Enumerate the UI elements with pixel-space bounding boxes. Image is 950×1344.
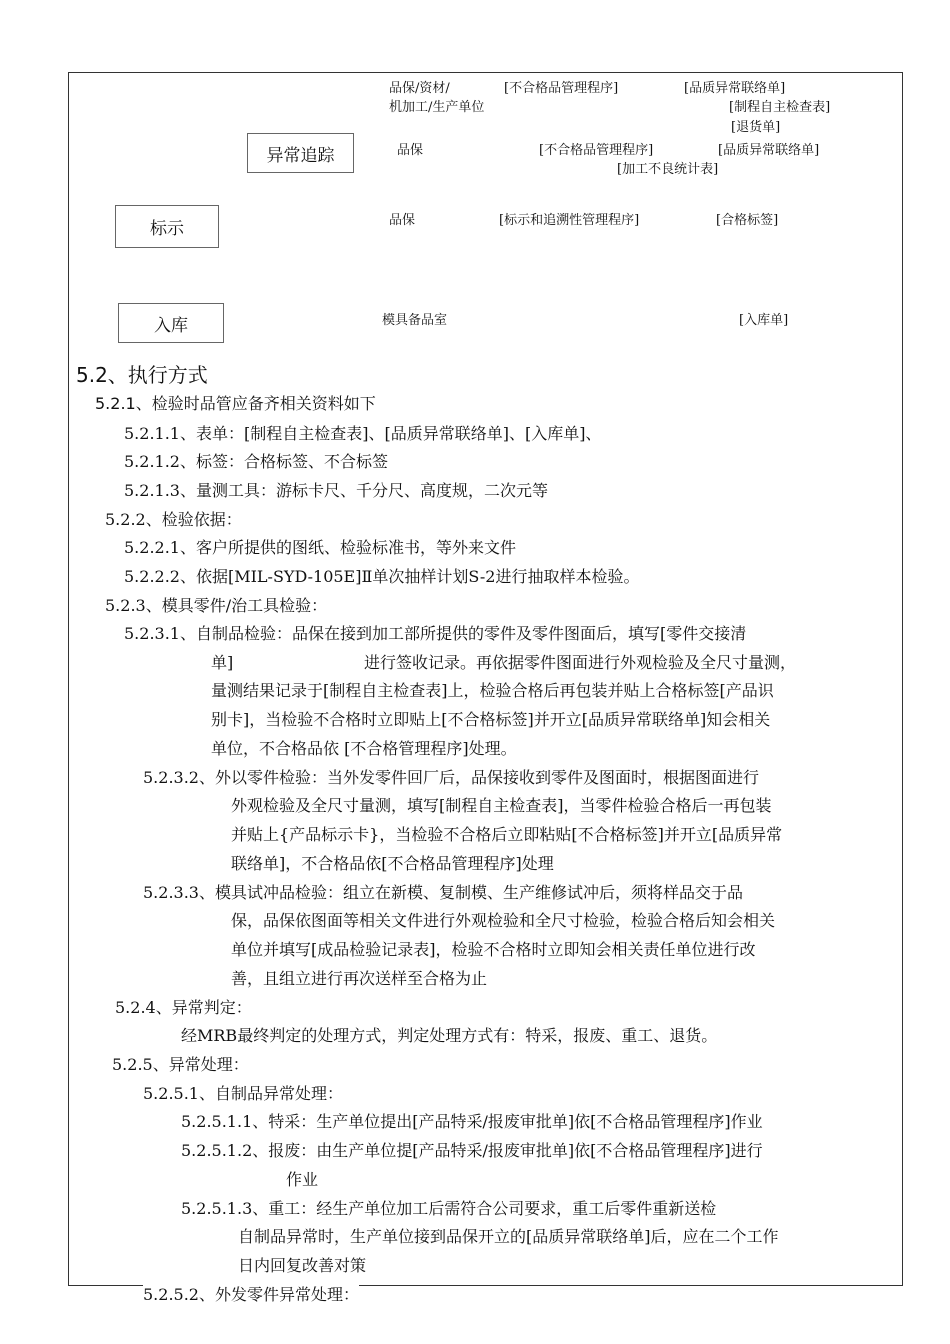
section-5-2-3-heading: 5.2.3、模具零件/治工具检验： bbox=[105, 596, 328, 615]
section-5-2-5-2-heading: 5.2.5.2、外发零件异常处理： bbox=[143, 1281, 359, 1309]
flow-step-warehousing-label: 入库 bbox=[154, 315, 188, 336]
section-5-2-3-1-line3: 量测结果记录于[制程自主检查表]上，检验合格后再包装并贴上合格标签[产品识 bbox=[211, 681, 774, 700]
flow-row1-form-2: [制程自主检查表] bbox=[729, 100, 831, 115]
section-5-2-1-2: 5.2.1.2、标签：合格标签、不合标签 bbox=[124, 452, 388, 471]
section-5-2-4-body: 经MRB最终判定的处理方式，判定处理方式有：特采，报废、重工、退货。 bbox=[181, 1026, 718, 1045]
section-5-2-3-2-line1: 5.2.3.2、外以零件检验：当外发零件回厂后，品保接收到零件及图面时，根据图面进行 bbox=[143, 768, 759, 787]
section-5-2-3-1-line1: 5.2.3.1、自制品检验：品保在接到加工部所提供的零件及零件图面后，填写[零件交接清 bbox=[124, 624, 747, 643]
section-5-2-1-heading: 5.2.1、检验时品管应备齐相关资料如下 bbox=[95, 394, 376, 413]
section-5-2-3-2-line3: 并贴上{产品标示卡}，当检验不合格后立即粘贴[不合格标签]并开立[品质异常 bbox=[231, 825, 783, 844]
section-5-2-5-1-2-line2: 作业 bbox=[286, 1170, 319, 1189]
section-5-2-2-2: 5.2.2.2、依据[MIL-SYD-105E]Ⅱ单次抽样计划S-2进行抽取样本检验。 bbox=[124, 567, 640, 586]
section-5-2-5-1-2-line1: 5.2.5.1.2、报废：由生产单位提[产品特采/报废审批单]依[不合格品管理程序]进行 bbox=[181, 1141, 763, 1160]
flow-row2-form-2: [加工不良统计表] bbox=[617, 162, 719, 177]
section-5-2-2-1: 5.2.2.1、客户所提供的图纸、检验标准书，等外来文件 bbox=[124, 538, 516, 557]
section-5-2-4-heading: 5.2.4、异常判定： bbox=[115, 998, 252, 1017]
section-5-2-5-heading: 5.2.5、异常处理： bbox=[112, 1055, 249, 1074]
flow-row4-form-1: [入库单] bbox=[739, 313, 789, 328]
flow-row2-form-1: [品质异常联络单] bbox=[718, 143, 820, 158]
flow-row3-form-1: [合格标签] bbox=[716, 213, 779, 228]
flow-row1-form-1: [品质异常联络单] bbox=[684, 81, 786, 96]
flow-row4-owner: 模具备品室 bbox=[382, 313, 448, 328]
section-5-2-3-3-line3: 单位并填写[成品检验记录表]，检验不合格时立即知会相关责任单位进行改 bbox=[231, 940, 756, 959]
flow-row3-procedure: [标示和追溯性管理程序] bbox=[499, 213, 640, 228]
section-5-2-1-3: 5.2.1.3、量测工具：游标卡尺、千分尺、高度规，二次元等 bbox=[124, 481, 548, 500]
section-5-2-5-1-3-line3: 日内回复改善对策 bbox=[238, 1256, 367, 1275]
section-5-2-3-1-line4: 别卡]，当检验不合格时立即贴上[不合格标签]并开立[品质异常联络单]知会相关 bbox=[211, 710, 771, 729]
section-5-2-3-3-line4: 善，且组立进行再次送样至合格为止 bbox=[231, 969, 488, 988]
section-5-2-1-1: 5.2.1.1、表单：[制程自主检查表]、[品质异常联络单]、[入库单]、 bbox=[124, 424, 602, 443]
flow-step-marking bbox=[115, 205, 219, 248]
section-5-2-3-1-line2b: 进行签收记录。再依据零件图面进行外观检验及全尺寸量测， bbox=[364, 653, 797, 672]
section-5-2-5-1-3-line2: 自制品异常时，生产单位接到品保开立的[品质异常联络单]后，应在二个工作 bbox=[238, 1227, 779, 1246]
flow-step-marking-label: 标示 bbox=[150, 219, 184, 239]
flow-row2-procedure: [不合格品管理程序] bbox=[539, 143, 654, 158]
section-5-2-3-3-line2: 保，品保依图面等相关文件进行外观检验和全尺寸检验，检验合格后知会相关 bbox=[231, 911, 776, 930]
flow-row1-owner-line1: 品保/资材/ bbox=[389, 81, 450, 96]
flow-row1-form-3: [退货单] bbox=[731, 120, 781, 135]
section-5-2-5-1-heading: 5.2.5.1、自制品异常处理： bbox=[143, 1084, 343, 1103]
section-5-2-5-1-3-line1: 5.2.5.1.3、重工：经生产单位加工后需符合公司要求，重工后零件重新送检 bbox=[181, 1199, 717, 1218]
section-5-2-3-3-line1: 5.2.3.3、模具试冲品检验：组立在新模、复制模、生产维修试冲后，须将样品交于品 bbox=[143, 883, 743, 902]
flow-row1-procedure: [不合格品管理程序] bbox=[504, 81, 619, 96]
flow-row3-owner: 品保 bbox=[389, 213, 416, 228]
flow-step-warehousing bbox=[118, 303, 224, 343]
section-5-2-3-1-line2a: 单] bbox=[211, 653, 234, 672]
section-5-2-3-2-line4: 联络单]，不合格品依[不合格品管理程序]处理 bbox=[231, 854, 554, 873]
section-5-2-2-heading: 5.2.2、检验依据： bbox=[105, 510, 242, 529]
flow-row1-owner-line2: 机加工/生产单位 bbox=[389, 100, 485, 115]
flow-step-tracking bbox=[247, 133, 354, 173]
section-5-2-heading: 5.2、执行方式 bbox=[76, 363, 208, 387]
flow-row2-owner: 品保 bbox=[397, 143, 424, 158]
flow-step-tracking-label: 异常追踪 bbox=[266, 145, 335, 166]
section-5-2-3-2-line2: 外观检验及全尺寸量测，填写[制程自主检查表]，当零件检验合格后一再包装 bbox=[231, 796, 772, 815]
section-5-2-5-1-1: 5.2.5.1.1、特采：生产单位提出[产品特采/报废审批单]依[不合格品管理程序]作业 bbox=[181, 1112, 763, 1131]
section-5-2-3-1-line5: 单位，不合格品依 [不合格管理程序]处理。 bbox=[211, 739, 517, 758]
